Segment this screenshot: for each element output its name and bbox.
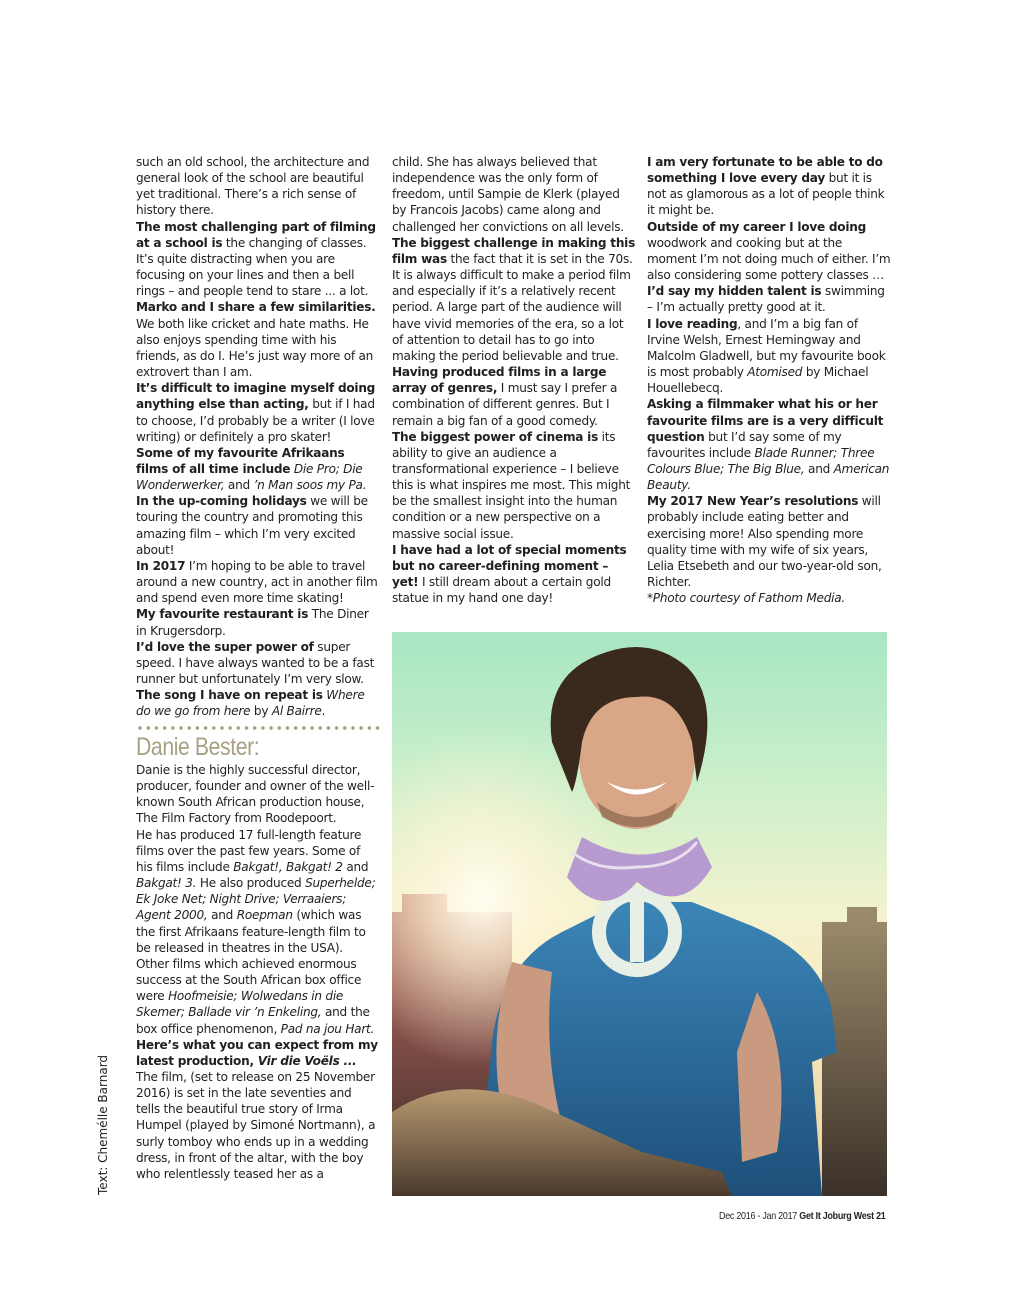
- footer-issue: Dec 2016 - Jan 2017: [719, 1210, 798, 1222]
- bold-lead: I have had a lot of special moments but no career-defining moment – yet!: [392, 542, 627, 590]
- paragraph: [136, 606, 379, 638]
- footer-page-number: 21: [876, 1210, 886, 1222]
- bold-lead: Outside of my career I love doing: [647, 219, 867, 234]
- body-text: The film, (set to release on 25 November 2016) is set in the late seventies and tells the beautiful true story of Irma Humpel (played by Simoné Nortmann), a surly tomboy who ends up in a wedding dress, in front of the altar, with the boy who relentlessly teased her as a: [136, 1069, 376, 1181]
- bold-lead: The song I have on repeat is: [136, 688, 323, 703]
- bold-lead: Asking a filmmaker what his or her favourite films are is a very difficult question: [647, 397, 884, 444]
- italic-title: Atomised: [747, 365, 803, 380]
- body-text: and: [207, 908, 237, 923]
- portrait-photo: [392, 632, 887, 1196]
- paragraph: [392, 154, 636, 235]
- article-column-1: [136, 154, 379, 719]
- paragraph: [136, 299, 379, 380]
- paragraph: [136, 493, 379, 558]
- paragraph: [136, 1037, 379, 1069]
- body-text: the fact that it is set in the 70s. It is always difficult to make a period film and especially if it’s a relatively recent period. A large part of the audience will have vivid memories of the era, so a lot of attention to detail has to go into making the period believable and true.: [392, 251, 633, 363]
- paragraph: [647, 396, 891, 493]
- body-text: super speed. I have always wanted to be a fast runner but unfortunately I’m very slow.: [136, 639, 375, 686]
- body-text: We both like cricket and hate maths. He also enjoys spending time with his friends, as do I. He’s just way more of an extrovert than I am.: [136, 316, 374, 380]
- paragraph: [136, 1069, 379, 1182]
- body-text: and the box office phenomenon,: [136, 1005, 370, 1036]
- paragraph: [392, 364, 636, 429]
- bold-lead: Having produced films in a large array of genres,: [392, 365, 607, 396]
- article-column-2: [392, 154, 636, 606]
- article-column-1-bio: [136, 762, 379, 1182]
- paragraph: [647, 154, 891, 219]
- body-text: (which was the first Afrikaans feature-length film to be released in theatres in the USA).: [136, 908, 366, 955]
- body-text: and: [342, 859, 369, 874]
- bold-lead: The biggest challenge in making this film was: [392, 235, 636, 266]
- paragraph: [136, 445, 379, 493]
- bold-lead: The most challenging part of filming at a school is: [136, 219, 376, 250]
- bold-lead: I’d say my hidden talent is: [647, 284, 822, 299]
- paragraph: [136, 219, 379, 300]
- paragraph: [136, 687, 379, 719]
- body-text: I must say I prefer a combination of different genres. But I remain a big fan of a good comedy.: [392, 381, 618, 428]
- bold-lead: Some of my favourite Afrikaans films of all time include: [136, 445, 345, 476]
- body-text: He has produced 17 full-length feature films over the past few years. Some of his films include: [136, 827, 362, 874]
- body-text: , and I’m a big fan of Irvine Welsh, Ernest Hemingway and Malcolm Gladwell, but my favourite book is most probably: [647, 316, 886, 380]
- body-text: child. She has always believed that independence was the only form of freedom, until Sampie de Klerk (played by Francois Jacobs) came along and challenged her convictions on all levels.: [392, 155, 624, 234]
- paragraph: [392, 542, 636, 607]
- paragraph: [392, 235, 636, 364]
- body-text: The Diner in Krugersdorp.: [136, 607, 369, 638]
- body-text: and: [224, 478, 254, 493]
- italic-title: Die Pro; Die Wonderwerker,: [136, 461, 363, 493]
- italic-title: Al Bairre: [271, 704, 322, 719]
- paragraph: [647, 283, 891, 315]
- bold-lead: Here’s what you can expect from my latest production,: [136, 1037, 378, 1068]
- photo-credit: *Photo courtesy of Fathom Media.: [647, 591, 846, 606]
- film-title: Vir die Voëls ...: [257, 1053, 357, 1068]
- italic-title: Pad na jou Hart.: [280, 1021, 375, 1036]
- bold-lead: I’d love the super power of: [136, 639, 314, 654]
- body-text: I’m hoping to be able to travel around a new country, act in another film and spend even more time skating!: [136, 558, 378, 606]
- dotted-divider: [136, 724, 381, 732]
- paragraph: [647, 219, 891, 284]
- bold-lead: My 2017 New Year’s resolutions: [647, 494, 859, 509]
- bold-lead: In the up-coming holidays: [136, 494, 307, 509]
- paragraph: [136, 827, 379, 956]
- text-credit: Text: Chemélle Barnard: [96, 1054, 110, 1195]
- body-text: .: [321, 704, 326, 719]
- paragraph: [136, 956, 379, 1037]
- paragraph: [136, 380, 379, 445]
- section-heading: Danie Bester:: [136, 733, 260, 761]
- bold-lead: My favourite restaurant is: [136, 607, 309, 622]
- article-column-3: [647, 154, 891, 606]
- body-text: its ability to give an audience a transformational experience – I believe this is what inspires me most. This might be the smallest insight into the human condition or a new perspective on a massive social issue.: [392, 429, 631, 541]
- paragraph: [392, 429, 636, 542]
- italic-title: Blade Runner; Three Colours Blue; The Big Blue,: [647, 445, 875, 476]
- body-text: I still dream about a certain gold statue in my hand one day!: [392, 575, 611, 606]
- italic-title: Where do we go from here: [136, 688, 365, 719]
- body-text: will probably include eating better and exercising more! Also spending more quality time with my wife of six years, Lelia Etsebeth and our two-year-old son, Richter.: [647, 494, 882, 590]
- body-text: woodwork and cooking but at the moment I’m not doing much of either. I’m also considering some pottery classes …: [647, 235, 891, 283]
- paragraph: [136, 762, 379, 827]
- paragraph: [647, 493, 891, 590]
- italic-title: Bakgat! 3.: [136, 876, 197, 891]
- paragraph: [647, 316, 891, 397]
- italic-title: American Beauty.: [647, 461, 890, 493]
- bold-lead: I love reading: [647, 316, 738, 331]
- paragraph: [136, 639, 379, 687]
- italic-title: Bakgat!, Bakgat! 2: [233, 859, 343, 874]
- italic-title: ’n Man soos my Pa.: [253, 478, 367, 493]
- body-text: swimming – I’m actually pretty good at it.: [647, 284, 885, 315]
- body-text: but if I had to choose, I’d probably be a writer (I love writing) or definitely a pro skater!: [136, 397, 375, 444]
- page-footer: [719, 1210, 886, 1222]
- bold-lead: The biggest power of cinema is: [392, 429, 599, 444]
- body-text: we will be touring the country and promoting this amazing film – which I’m very excited about!: [136, 494, 368, 557]
- italic-title: Hoofmeisie; Wolwedans in die Skemer; Ballade vir ’n Enkeling,: [136, 989, 344, 1020]
- body-text: but it is not as glamorous as a lot of people think it might be.: [647, 171, 885, 218]
- body-text: and: [804, 461, 834, 476]
- body-text: Other films which achieved enormous success at the South African box office were: [136, 956, 362, 1004]
- body-text: He also produced: [196, 876, 306, 891]
- body-text: Danie is the highly successful director, producer, founder and owner of the well-known South African production house, The Film Factory from Roodepoort.: [136, 763, 375, 826]
- bold-lead: Marko and I share a few similarities.: [136, 300, 376, 315]
- footer-magazine: Get It Joburg West: [799, 1210, 874, 1222]
- italic-title: Roepman: [236, 908, 293, 923]
- body-text: by Michael Houellebecq.: [647, 365, 869, 396]
- italic-title: Superhelde; Ek Joke Net; Night Drive; Verraaiers; Agent 2000,: [136, 876, 376, 923]
- body-text: but I’d say some of my favourites include: [647, 429, 842, 460]
- paragraph: [136, 558, 379, 606]
- bold-lead: In 2017: [136, 558, 186, 573]
- bold-lead: I am very fortunate to be able to do something I love every day: [647, 155, 883, 186]
- body-text: by: [250, 704, 272, 719]
- paragraph: [136, 154, 379, 219]
- body-text: such an old school, the architecture and general look of the school are beautiful yet traditional. There’s a rich sense of history there.: [136, 155, 370, 218]
- body-text: the changing of classes. It’s quite distracting when you are focusing on your lines and then a bell rings – and people tend to stare ... a lot.: [136, 235, 369, 299]
- bold-lead: It’s difficult to imagine myself doing anything else than acting,: [136, 381, 376, 412]
